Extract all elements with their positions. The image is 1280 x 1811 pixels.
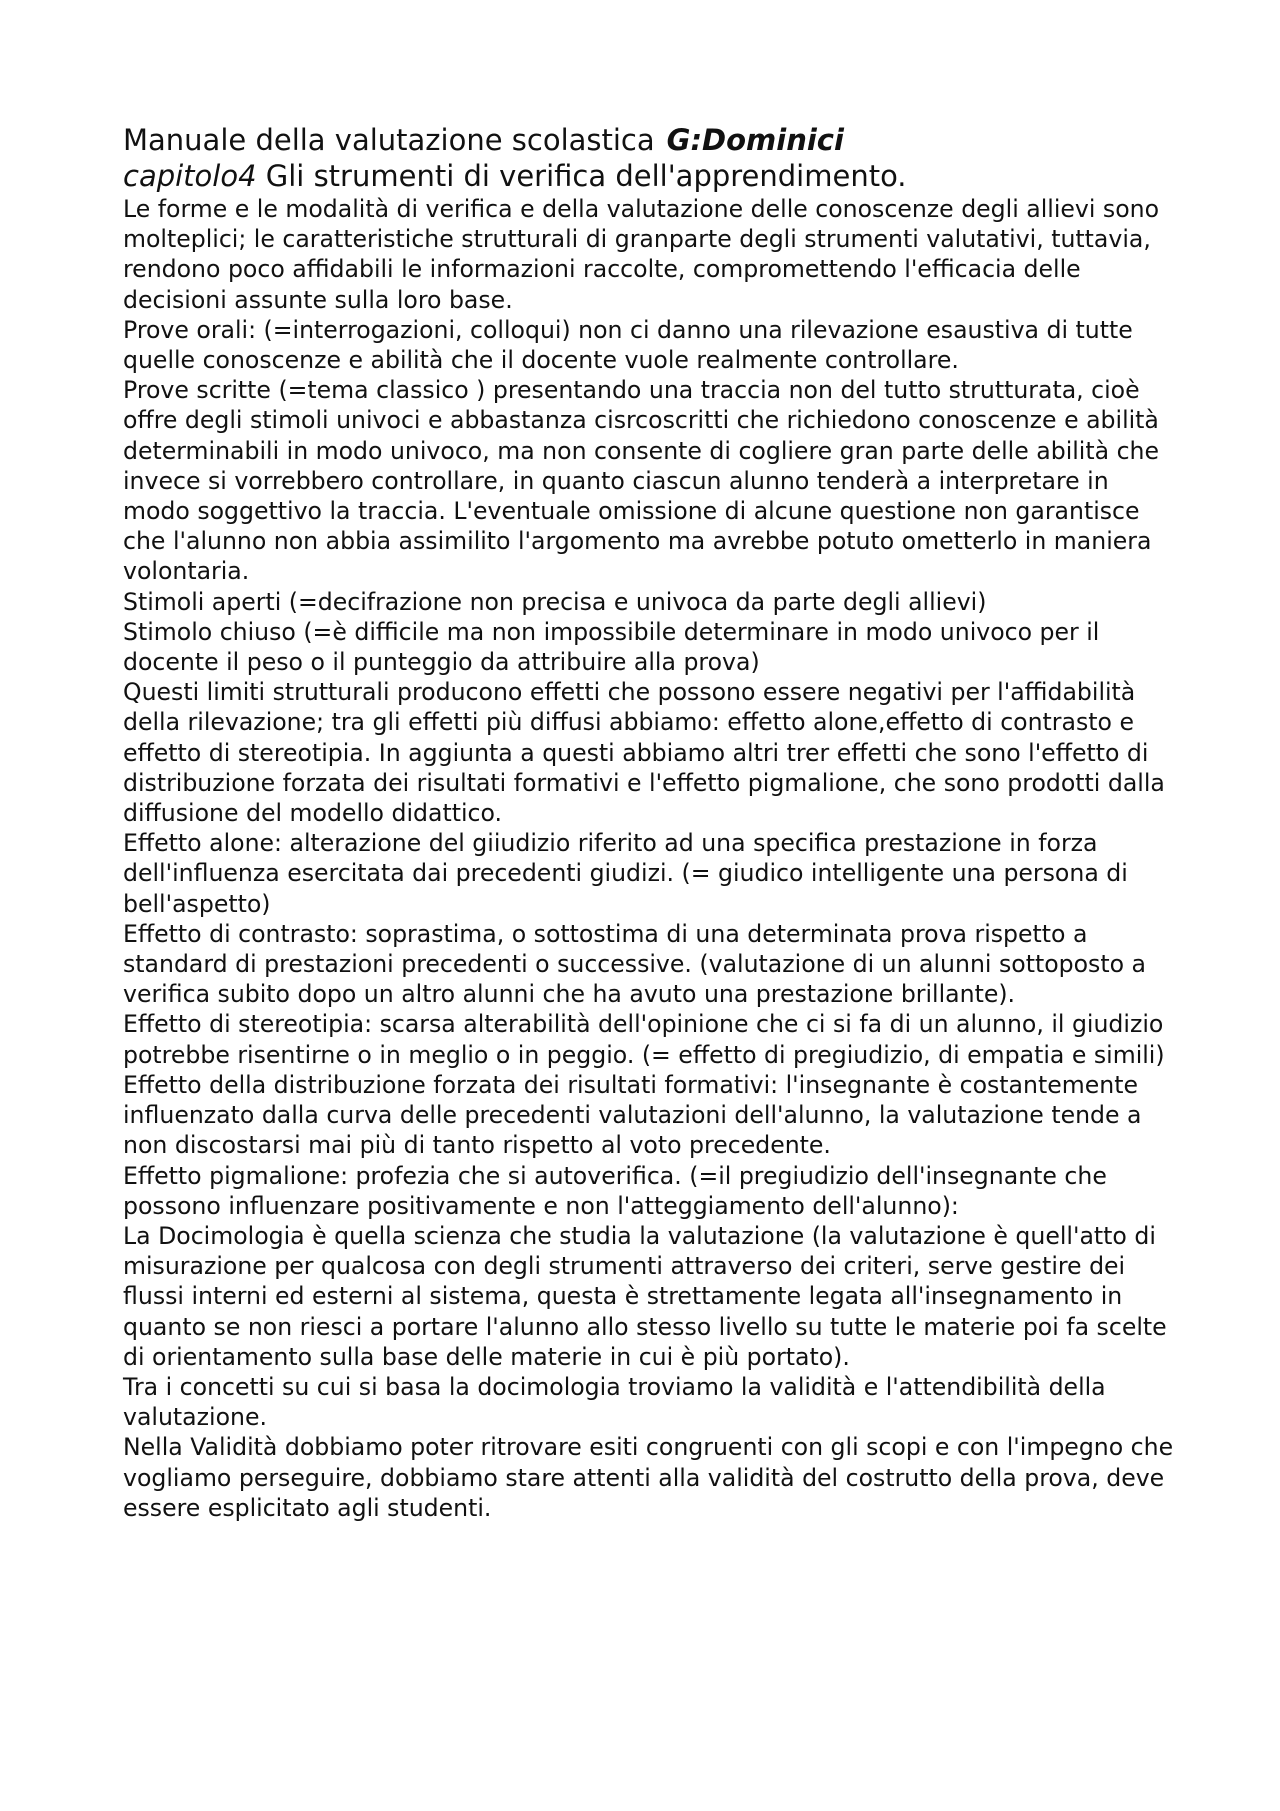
document-title: Manuale della valutazione scolastica [123,123,655,157]
paragraph: Nella Validità dobbiamo poter ritrovare esiti congruenti con gli scopi e con l'impegno che vogliamo perseguire, dobbiamo stare attenti alla validità del costrutto della prova, deve essere esplicitato agli studenti. [123,1433,1174,1522]
chapter-title: Gli strumenti di verifica dell'apprendimento. [265,159,907,193]
document-title-line [123,122,1180,158]
paragraph: Effetto pigmalione: profezia che si autoverifica. (=il pregiudizio dell'insegnante che possono influenzare positivamente e non l'atteggiamento dell'alunno): [123,1161,1107,1220]
document-body [123,194,1180,1523]
paragraph: Effetto di stereotipia: scarsa alterabilità dell'opinione che ci si fa di un alunno, il giudizio potrebbe risentirne o in meglio o in peggio. (= effetto di pregiudizio, di empatia e simili) [123,1010,1165,1069]
paragraph: Effetto di contrasto: soprastima, o sottostima di una determinata prova rispetto a standard di prestazioni precedenti o successive. (valutazione di un alunni sottoposto a verifica subito dopo un altro alunni che ha avuto una prestazione brillante). [123,919,1146,1009]
paragraph: Questi limiti strutturali producono effetti che possono essere negativi per l'affidabilità della rilevazione; tra gli effetti più diffusi abbiamo: effetto alone,effetto di contrasto e effetto di stereotipia. In aggiunta a questi abbiamo altri trer effetti che sono l'effetto di distribuzione forzata dei risultati formativi e l'effetto pigmalione, che sono prodotti dalla diffusione del modello didattico. [123,678,1165,828]
paragraph: La Docimologia è quella scienza che studia la valutazione (la valutazione è quell'atto di misurazione per qualcosa con degli strumenti attraverso dei criteri, serve gestire dei flussi interni ed esterni al sistema, questa è strettamente legata all'insegnamento in quanto se non riesci a portare l'alunno allo stesso livello su tutte le materie poi fa scelte di orientamento sulla base delle materie in cui è più portato). [123,1221,1167,1371]
chapter-heading [123,158,1180,194]
paragraph: Le forme e le modalità di verifica e della valutazione delle conoscenze degli allievi sono molteplici; le caratteristiche strutturali di granparte degli strumenti valutativi, tuttavia, rendono poco affidabili le informazioni raccolte, compromettendo l'efficacia delle decisioni assunte sulla loro base. [123,195,1160,314]
paragraph: Effetto della distribuzione forzata dei risultati formativi: l'insegnante è costantemente influenzato dalla curva delle precedenti valutazioni dell'alunno, la valutazione tende a non discostarsi mai più di tanto rispetto al voto precedente. [123,1070,1142,1160]
paragraph: Tra i concetti su cui si basa la docimologia troviamo la validità e l'attendibilità della valutazione. [123,1372,1106,1432]
paragraph: Effetto alone: alterazione del giiudizio riferito ad una specifica prestazione in forza dell'influenza esercitata dai precedenti giudizi. (= giudico intelligente una persona di bell'aspetto) [123,829,1128,918]
paragraph: Stimolo chiuso (=è difficile ma non impossibile determinare in modo univoco per il docente il peso o il punteggio da attribuire alla prova) [123,617,1100,677]
chapter-number: capitolo4 [123,159,257,193]
paragraph: Stimoli aperti (=decifrazione non precisa e univoca da parte degli allievi) [123,587,987,616]
document-author: G:Dominici [666,123,844,157]
paragraph: Prove orali: (=interrogazioni, colloqui) non ci danno una rilevazione esaustiva di tutte quelle conoscenze e abilità che il docente vuole realmente controllare. [123,315,1133,375]
paragraph: Prove scritte (=tema classico ) presentando una traccia non del tutto strutturata, cioè offre degli stimoli univoci e abbastanza cisrcoscritti che richiedono conoscenze e abilità determinabili in modo univoco, ma non consente di cogliere gran parte delle abilità che invece si vorrebbero controllare, in quanto ciascun alunno tenderà a interpretare in modo soggettivo la traccia. L'eventuale omissione di alcune questione non garantisce che l'alunno non abbia assimilito l'argomento ma avrebbe potuto ometterlo in maniera volontaria. [123,376,1160,586]
